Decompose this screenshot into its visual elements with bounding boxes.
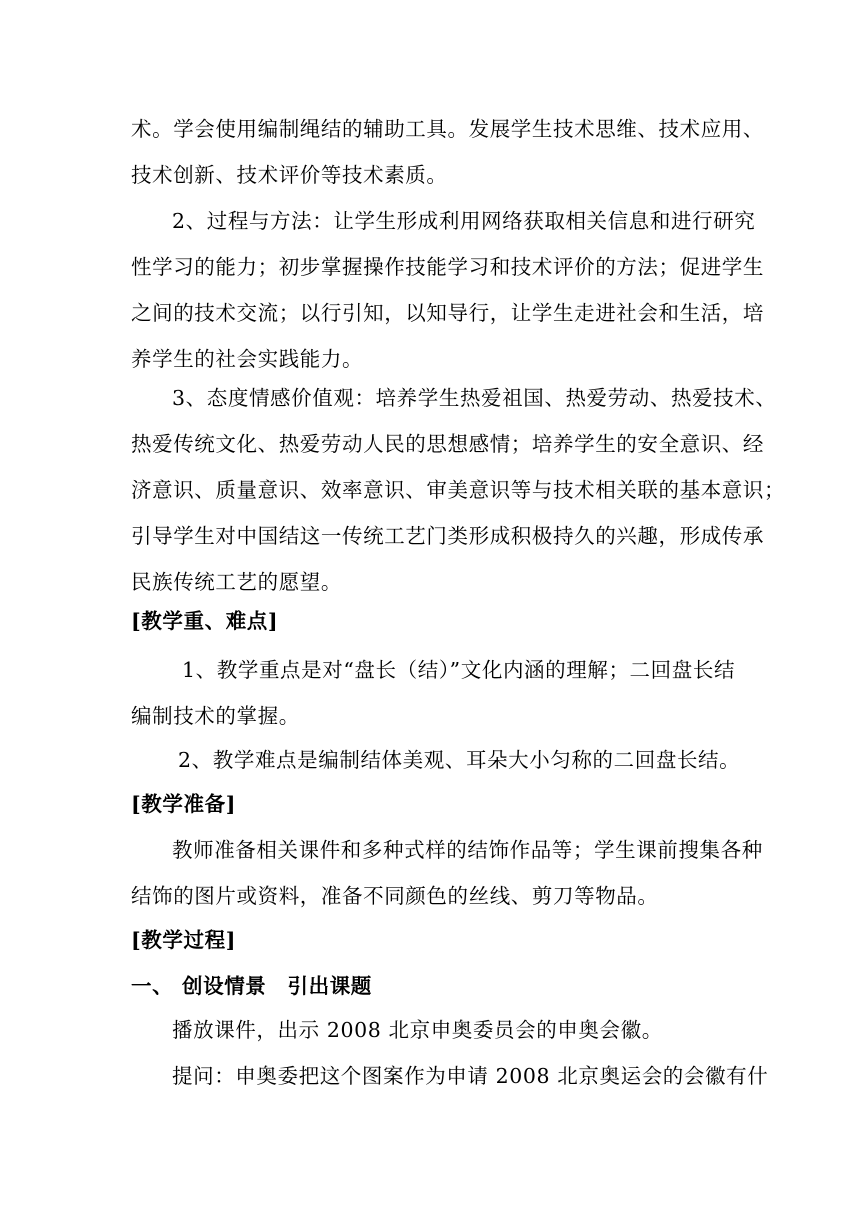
- preparation-line-2: 结饰的图片或资料，准备不同颜色的丝线、剪刀等物品。: [131, 884, 659, 908]
- objective-3-line-2: 热爱传统文化、热爱劳动人民的思想感情；培养学生的安全意识、经: [131, 432, 764, 456]
- objective-3-line-5: 民族传统工艺的愿望。: [131, 570, 342, 594]
- objective-3-line-4: 引导学生对中国结这一传统工艺门类形成积极持久的兴趣，形成传承: [131, 524, 764, 548]
- objective-2-line-3: 之间的技术交流；以行引知，以知导行，让学生走进社会和生活，培: [131, 301, 764, 325]
- preparation-line-1: 教师准备相关课件和多种式样的结饰作品等；学生课前搜集各种: [172, 838, 763, 862]
- key-point-2: 2、教学难点是编制结体美观、耳朵大小匀称的二回盘长结。: [178, 748, 741, 772]
- objective-2-line-2: 性学习的能力；初步掌握操作技能学习和技术评价的方法；促进学生: [131, 255, 764, 279]
- objective-2-line-4: 养学生的社会实践能力。: [131, 347, 364, 371]
- key-point-1-line-2: 编制技术的掌握。: [131, 704, 300, 728]
- preparation-heading: [教学准备]: [131, 792, 236, 816]
- key-point-1-line-1: 1、教学重点是对“盘长（结）”文化内涵的理解；二回盘长结: [182, 658, 736, 682]
- objective-1-continuation-line-2: 技术创新、技术评价等技术素质。: [131, 163, 448, 187]
- process-paragraph-2: 提问：申奥委把这个图案作为申请 2008 北京奥运会的会徽有什: [172, 1064, 769, 1088]
- objective-3-line-3: 济意识、质量意识、效率意识、审美意识等与技术相关联的基本意识；: [131, 478, 786, 502]
- objective-1-continuation-line-1: 术。学会使用编制绳结的辅助工具。发展学生技术思维、技术应用、: [131, 117, 764, 141]
- key-points-heading: [教学重、难点]: [131, 609, 279, 633]
- process-step-1-title: 创设情景 引出课题: [182, 974, 372, 998]
- process-paragraph-1: 播放课件，出示 2008 北京申奥委员会的申奥会徽。: [172, 1018, 663, 1042]
- objective-3-line-1: 3、态度情感价值观：培养学生热爱祖国、热爱劳动、热爱技术、: [172, 386, 777, 410]
- objective-2-line-1: 2、过程与方法：让学生形成利用网络获取相关信息和进行研究: [172, 209, 756, 233]
- process-heading: [教学过程]: [131, 928, 236, 952]
- process-step-1-number: 一、: [131, 974, 174, 998]
